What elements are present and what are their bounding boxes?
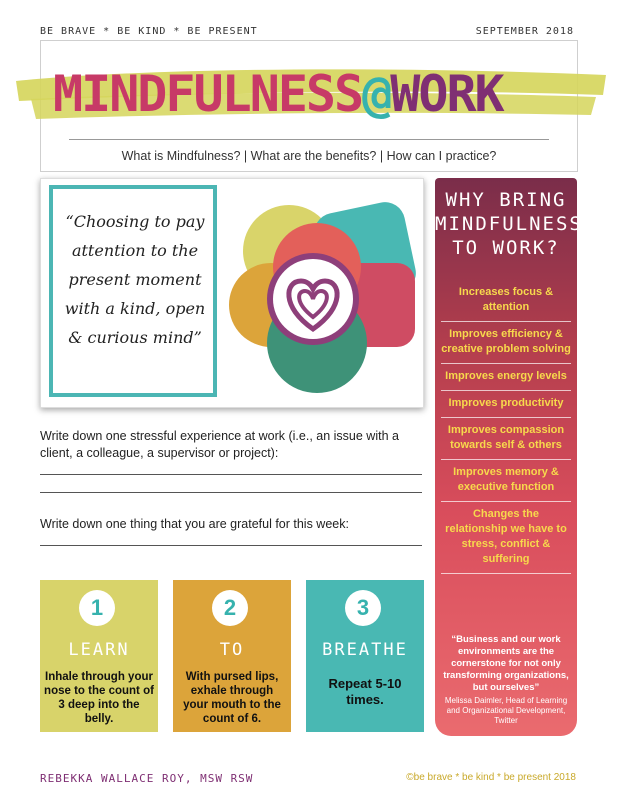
step-card-learn xyxy=(40,580,158,732)
motto: BE BRAVE * BE KIND * BE PRESENT xyxy=(40,26,258,37)
mindfulness-quote: “Choosing to pay attention to the present moment with a kind, open & curious mind” xyxy=(64,212,206,347)
sidebar-quote xyxy=(435,634,577,726)
benefits-sidebar xyxy=(435,178,583,736)
title-banner xyxy=(40,40,578,172)
stress-prompt: Write down one stressful experience at work (i.e., an issue with a client, a colleague, a supervisor or project): xyxy=(40,429,399,460)
benefit-item: Improves efficiency & creative problem solving xyxy=(441,322,571,364)
grateful-prompt: Write down one thing that you are grateful for this week: xyxy=(40,517,349,531)
grateful-answer-line[interactable] xyxy=(40,545,422,546)
section-questions: What is Mindfulness? | What are the benefits? | How can I practice? xyxy=(121,149,497,163)
page-title xyxy=(53,65,503,123)
stress-answer-line-1[interactable] xyxy=(40,474,422,475)
stress-answer-line-2[interactable] xyxy=(40,492,422,493)
title-divider xyxy=(69,139,549,140)
quote-attribution: Melissa Daimler, Head of Learning and Organizational Development, Twitter xyxy=(444,696,568,725)
step-card-to xyxy=(173,580,291,732)
heart-flower-icon xyxy=(221,189,421,399)
benefit-item: Improves productivity xyxy=(441,391,571,418)
title-work: WORK xyxy=(390,65,503,123)
title-mindfulness: MINDFULNESS xyxy=(53,65,363,123)
step-number: 2 xyxy=(212,590,248,626)
step-number: 1 xyxy=(79,590,115,626)
copyright: ©be brave * be kind * be present 2018 xyxy=(406,772,576,783)
title-at: @ xyxy=(362,65,391,123)
step-instruction: Repeat 5-10 times. xyxy=(328,676,402,707)
step-number: 3 xyxy=(345,590,381,626)
step-name: TO xyxy=(219,640,245,660)
benefit-item: Improves energy levels xyxy=(441,364,571,391)
business-quote: “Business and our work environments are the cornerstone for not only transforming organizations, but ourselves” xyxy=(443,634,569,693)
benefit-item: Changes the relationship we have to stress, conflict & suffering xyxy=(441,502,571,574)
quote-frame xyxy=(49,185,217,397)
issue-date: SEPTEMBER 2018 xyxy=(475,26,574,37)
benefit-item: Improves compassion towards self & others xyxy=(441,418,571,460)
sidebar-title: WHY BRING MINDFULNESS TO WORK? xyxy=(435,189,583,259)
step-name: LEARN xyxy=(68,640,130,660)
benefit-item: Improves memory & executive function xyxy=(441,460,571,502)
step-name: BREATHE xyxy=(322,640,408,660)
benefit-item: Increases focus & attention xyxy=(441,280,571,322)
quote-card xyxy=(40,178,424,408)
author-credit: REBEKKA WALLACE ROY, MSW RSW xyxy=(40,772,254,785)
step-card-breathe xyxy=(306,580,424,732)
step-instruction: With pursed lips, exhale through your mouth to the count of 6. xyxy=(183,671,281,725)
step-instruction: Inhale through your nose to the count of 3 deep into the belly. xyxy=(44,671,154,725)
benefits-list xyxy=(441,280,571,574)
